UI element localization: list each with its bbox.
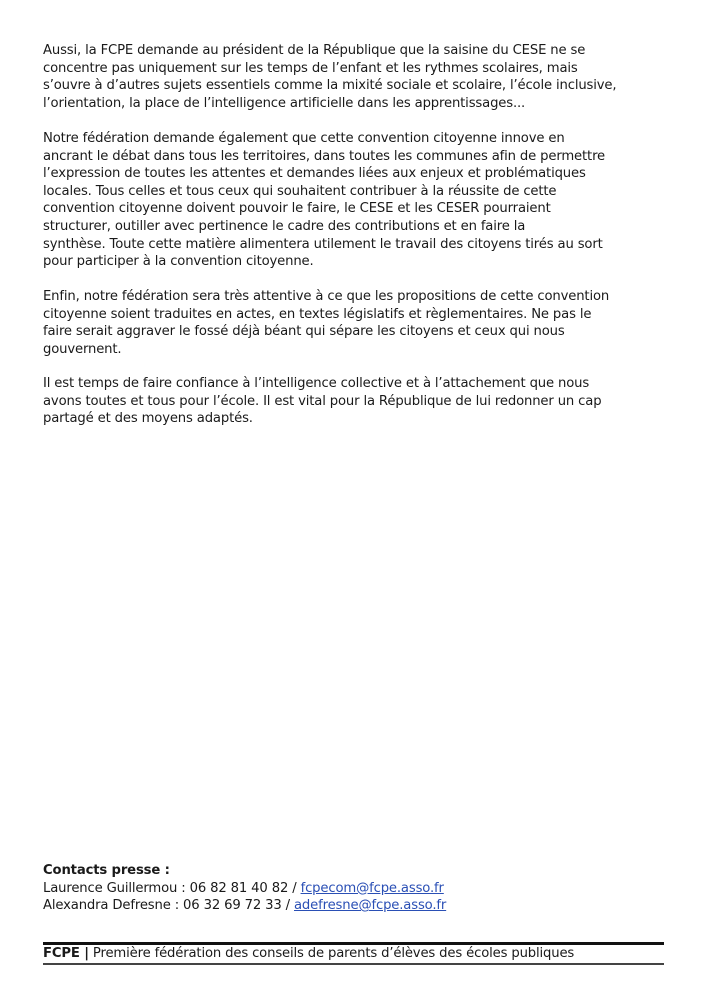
text-line: synthèse. Toute cette matière alimentera utilement le travail des citoyens tirés au sort [43,236,603,252]
contact-name-phone: Alexandra Defresne : 06 32 69 72 33 / [43,898,294,914]
text-line: pour participer à la convention citoyenne. [43,254,314,270]
paragraph-propositions-actes [43,288,667,358]
paragraph-saisine-cese [43,42,667,112]
text-line: l’orientation, la place de l’intelligence artificielle dans les apprentissages... [43,95,526,111]
text-line: structurer, outiller avec pertinence le cadre des contributions et en faire la [43,218,526,234]
footer-bottom-rule [43,963,664,965]
text-line: avons toutes et tous pour l’école. Il est vital pour la République de lui redonner un cap [43,393,602,409]
text-line: s’ouvre à d’autres sujets essentiels comme la mixité sociale et scolaire, l’école inclusive, [43,78,617,94]
contact-line [43,880,663,898]
text-line: gouvernent. [43,341,122,357]
contact-email-link[interactable]: fcpecom@fcpe.asso.fr [300,880,444,896]
press-contacts [43,862,663,915]
paragraph-intelligence-collective [43,375,667,428]
footer-org: FCPE | [43,946,89,961]
text-line: locales. Tous celles et tous ceux qui souhaitent contribuer à la réussite de cette [43,183,557,199]
text-line: Notre fédération demande également que cette convention citoyenne innove en [43,131,565,146]
text-line: ancrant le débat dans tous les territoires, dans toutes les communes afin de permettre [43,148,606,164]
paragraph-convention-territoires [43,130,667,271]
footer-text: Première fédération des conseils de parents d’élèves des écoles publiques [88,946,575,961]
contact-email-link[interactable]: adefresne@fcpe.asso.fr [294,898,447,914]
text-line: concentre pas uniquement sur les temps de l’enfant et les rythmes scolaires, mais [43,60,578,76]
contact-name-phone: Laurence Guillermou : 06 82 81 40 82 / [43,880,301,896]
text-line: Enfin, notre fédération sera très attentive à ce que les propositions de cette convention [43,289,610,304]
text-line: citoyenne soient traduites en actes, en textes législatifs et règlementaires. Ne pas le [43,306,592,322]
text-line: Il est temps de faire confiance à l’intelligence collective et à l’attachement que nous [43,376,590,391]
press-contacts-title: Contacts presse : [43,863,170,878]
text-line: faire serait aggraver le fossé déjà béant qui sépare les citoyens et ceux qui nous [43,324,565,340]
text-line: convention citoyenne doivent pouvoir le faire, le CESE et les CESER pourraient [43,201,551,217]
text-line: Aussi, la FCPE demande au président de la République que la saisine du CESE ne se [43,43,586,58]
text-line: l’expression de toutes les attentes et demandes liées aux enjeux et problématiques [43,166,586,182]
text-line: partagé et des moyens adaptés. [43,411,253,427]
contact-line [43,897,663,915]
footer-tagline [43,945,663,962]
